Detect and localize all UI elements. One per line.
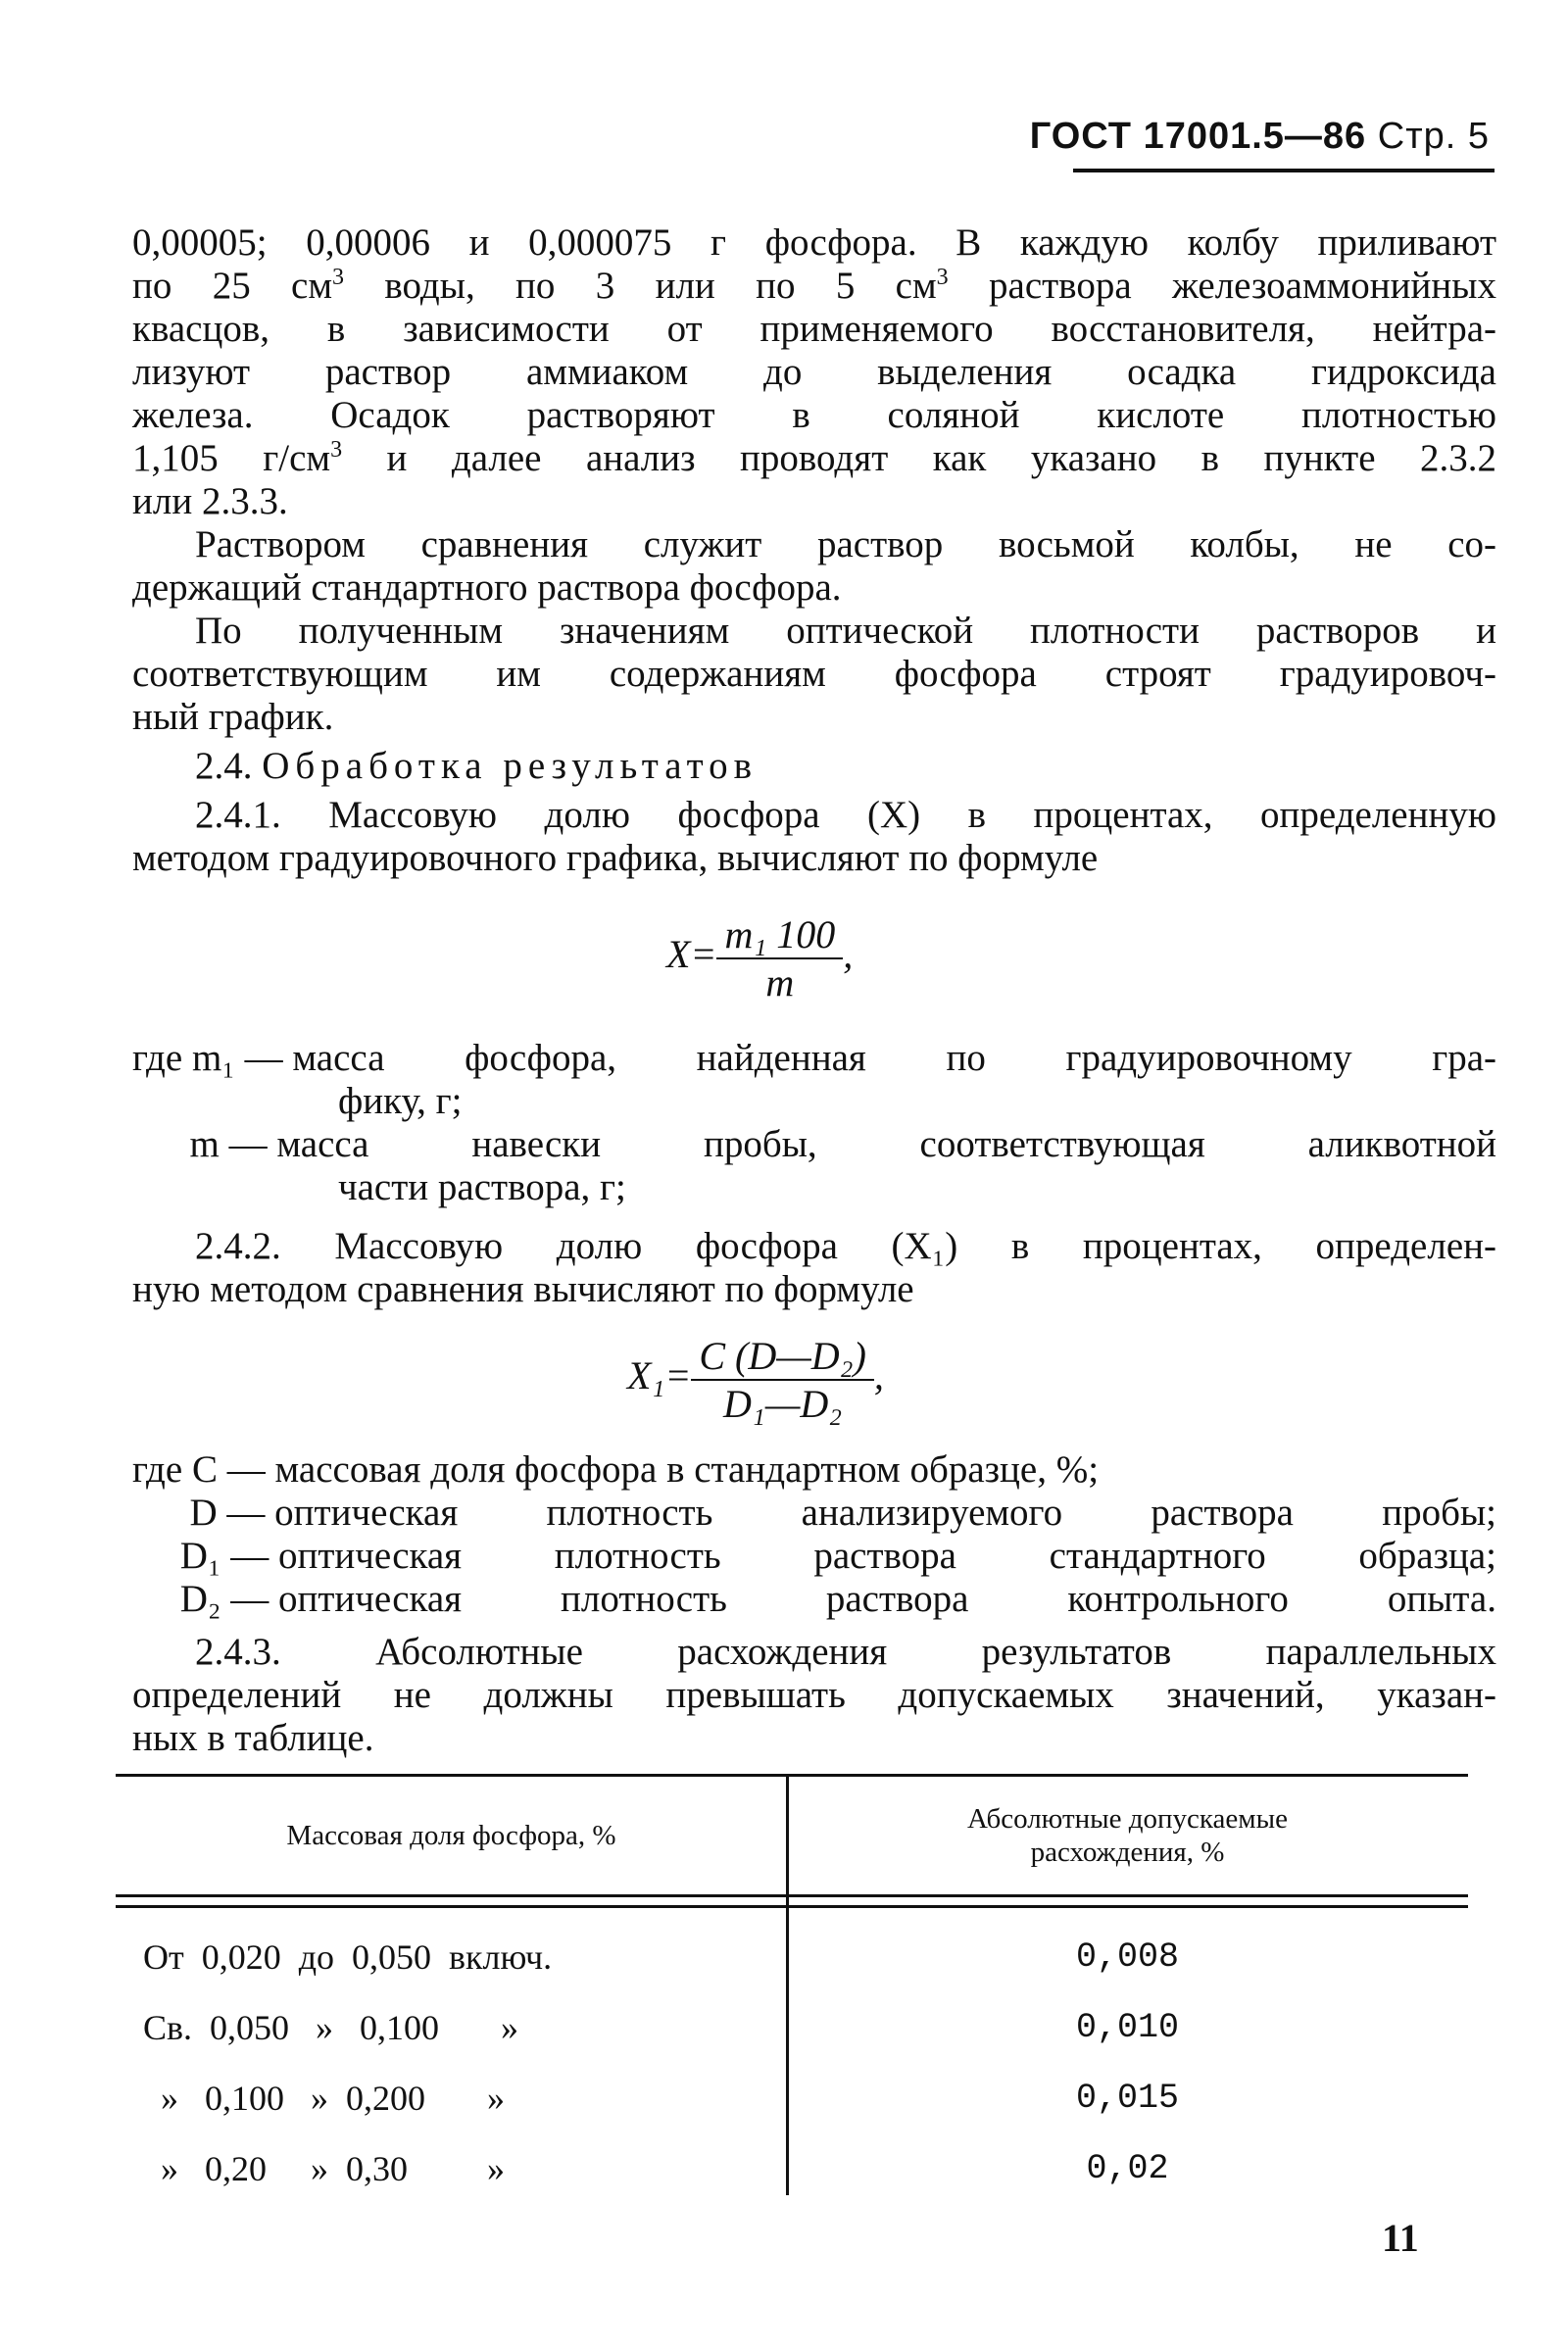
table-row: » 0,100 » 0,200 » 0,015 (143, 2079, 1180, 2118)
header-rule (1073, 169, 1494, 172)
table-row: От 0,020 до 0,050 включ. 0,008 (143, 1937, 1180, 1977)
definitions-1: где m₁ — масса фосфора, найденная по градуировочному гра- фику, г; m — масса навески пробы, соответствующая аликвотной части раствора, г; (132, 1037, 1496, 1208)
formula-x: X= $\frac{\text{m₁ 100}}{m}$ , (666, 912, 854, 1004)
page-label: Стр. 5 (1377, 116, 1490, 157)
formula-x1: X₁= $\frac{\text{C (D—D₂)}}{\text{D₁—D₂}}$ , (627, 1334, 884, 1426)
table-row: Св. 0,050 » 0,100 » 0,010 (143, 2008, 1180, 2047)
para-2-4-1: 2.4.1. Массовую долю фосфора (X) в процентах, определенную методом градуировочного графика, вычисляют по формуле (132, 794, 1496, 879)
def-m1: где m₁ — масса фосфора, найденная по градуировочному гра- (132, 1037, 1496, 1079)
def-d: D — оптическая плотность анализируемого раствора пробы; (132, 1492, 1496, 1534)
tolerance-table (116, 1774, 1468, 2204)
standard-number: ГОСТ 17001.5—86 (1029, 116, 1367, 157)
body-text (132, 221, 1496, 880)
page-header (1030, 116, 1490, 158)
definitions-2 (132, 1448, 1496, 1621)
def-d1: D₁ — оптическая плотность раствора стандартного образца; (132, 1535, 1496, 1577)
def-c: где C — массовая доля фосфора в стандартном образце, %; (132, 1448, 1100, 1491)
table-header (116, 1777, 1468, 1894)
header-mass-fraction: Массовая доля фосфора, % (286, 1819, 616, 1851)
table-column-divider (786, 1774, 789, 2195)
section-heading: 2.4. Обработка результатов (195, 745, 759, 787)
def-m: m — масса навески пробы, соответствующая аликвотной (132, 1123, 1496, 1165)
para-2-4-3: 2.4.3. Абсолютные расхождения результатов параллельных определений не должны превышать допускаемых значений, указан- ных в таблице. (132, 1631, 1496, 1759)
para2: Раствором сравнения служит раствор восьмой колбы, не со- держащий стандартного раствора фосфора. (132, 523, 1496, 609)
para1: 0,00005; 0,00006 и 0,000075 г фосфора. В каждую колбу приливают по 25 $см^3$ воды, по 3 или по 5 $см^3$ раствора железоаммонийных квасцов, в зависимости от применяемого восстановителя, нейтра- лизуют раствор аммиаком до выделения осадка гидроксида железа. Осадок растворяют в соляной кислоте плотностью 1,105 $г/см^3$ и далее анализ проводят как указано в пункте 2.3.2 или 2.3.3. (132, 221, 1496, 522)
para-2-4-2: 2.4.2. Массовую долю фосфора (X₁) в процентах, определен- ную методом сравнения вычисляют по формуле (132, 1225, 1496, 1310)
header-tolerance: Абсолютные допускаемые расхождения, % (966, 1803, 1288, 1868)
table-row: » 0,20 » 0,30 » 0,02 (143, 2149, 1169, 2188)
page-number: 11 (1382, 2216, 1419, 2260)
para3: По полученным значениям оптической плотности растворов и соответствующим им содержаниям фосфора строят градуировоч- ный график. (132, 610, 1496, 738)
def-d2: D₂ — оптическая плотность раствора контрольного опыта. (132, 1578, 1496, 1620)
